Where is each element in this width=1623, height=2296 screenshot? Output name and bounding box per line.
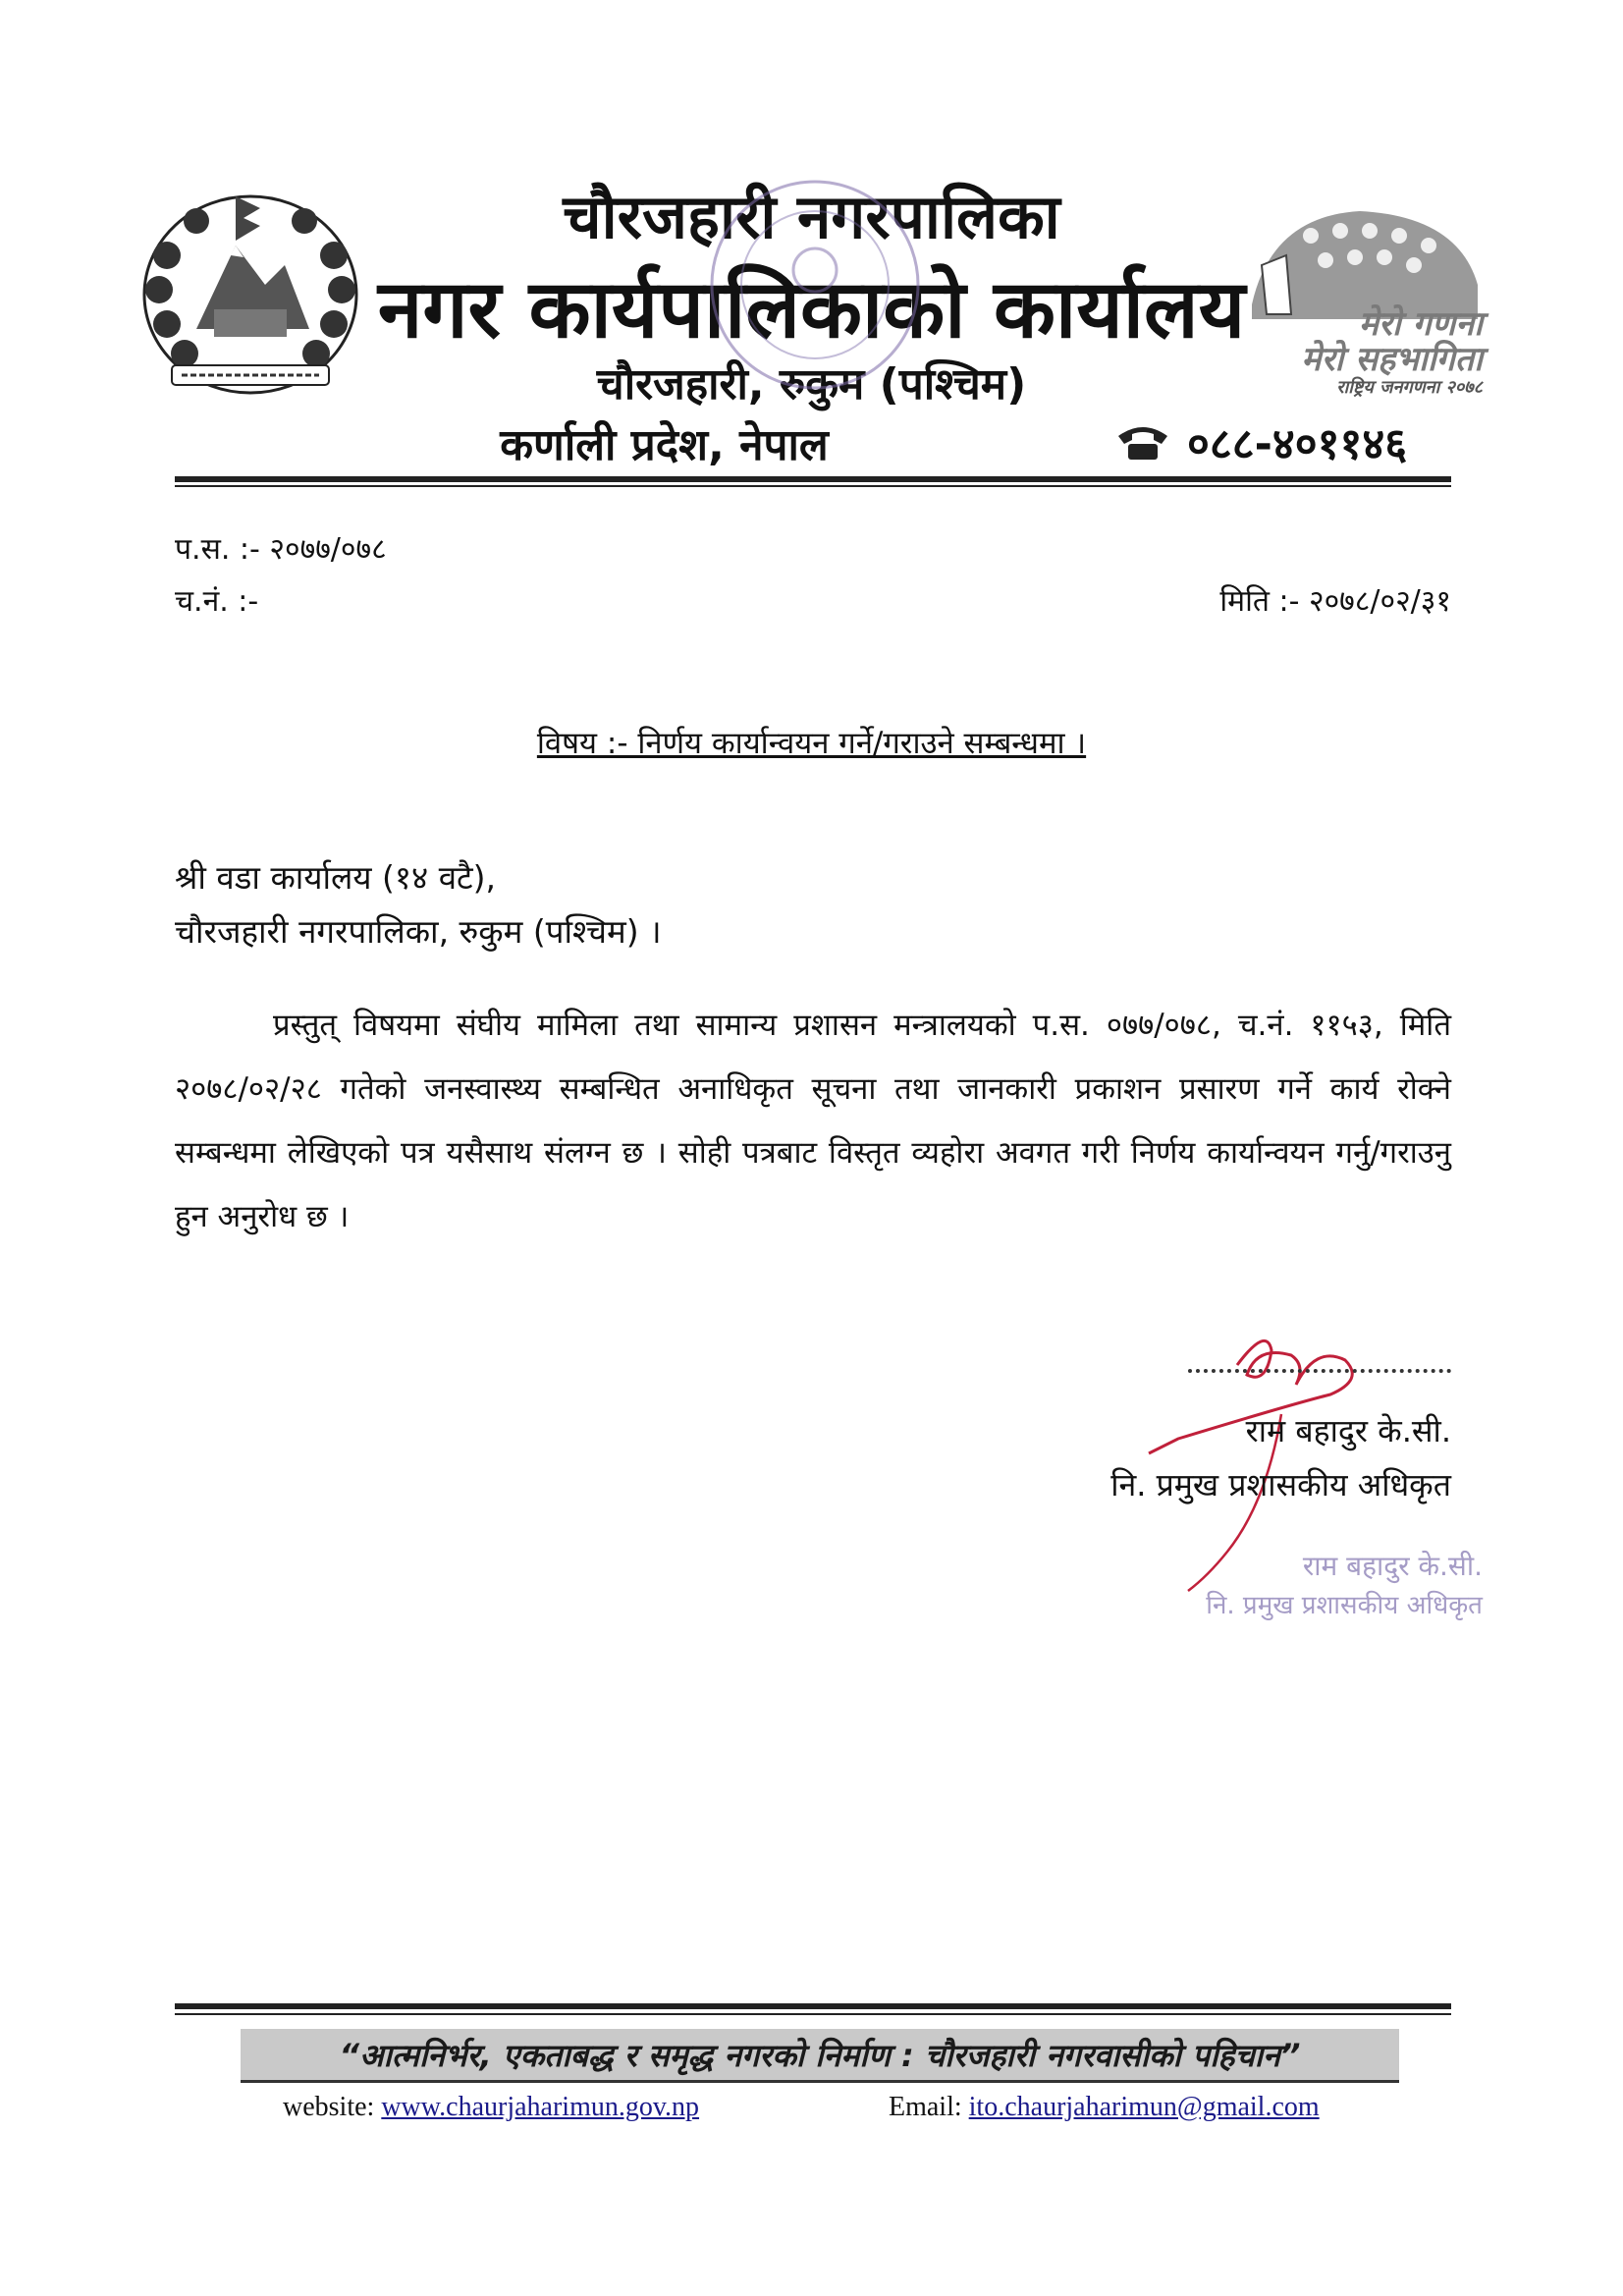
stamp-title: नि. प्रमुख प्रशासकीय अधिकृत [1206, 1591, 1483, 1620]
body-paragraph: प्रस्तुत् विषयमा संघीय मामिला तथा सामान्य प्रशासन मन्त्रालयको प.स. ०७७/०७८, च.नं. ११५३, मिति २०७८/०२/२८ गतेको जनस्वास्थ्य सम्बन्धित अनाधिकृत सूचना तथा जानकारी प्रकाशन प्रसारण गर्ने कार्य रोक्ने सम्बन्धमा लेखिएको पत्र यसैसाथ संलग्न छ । सोही पत्रबाट विस्तृत व्यहोरा अवगत गरी निर्णय कार्यान्वयन गर्नु/गराउनु हुन अनुरोध छ । [175, 1008, 1451, 1234]
header-rule [175, 476, 1451, 482]
office-stamp-icon [697, 167, 933, 403]
census-line-3: राष्ट्रिय जनगणना २०७८ [1336, 377, 1483, 398]
census-line-2: मेरो सहभागिता [1301, 340, 1483, 379]
footer-motto: “आत्मनिर्भर, एकताबद्ध र समृद्ध नगरको निर्माण : चौरजहारी नगरवासीको पहिचान” [339, 2036, 1301, 2074]
municipality-name: चौरजहारी नगरपालिका [563, 181, 1060, 252]
website-link[interactable]: www.chaurjaharimun.gov.np [381, 2092, 700, 2122]
footer-email [889, 2092, 1320, 2123]
dispatch-number: च.नं. :- [175, 584, 259, 619]
website-label: website: [283, 2092, 375, 2122]
letter-body [175, 994, 1451, 1249]
signatory-title: नि. प्रमुख प्रशासकीय अधिकृत [1110, 1466, 1451, 1503]
letter-subject: विषय :- निर्णय कार्यान्वयन गर्ने/गराउने सम्बन्धमा । [536, 726, 1087, 761]
name-stamp [1149, 1547, 1483, 1625]
telephone-icon [1114, 422, 1171, 462]
phone-block [1114, 417, 1408, 469]
addressee-line-2: चौरजहारी नगरपालिका, रुकुम (पश्चिम) । [175, 912, 662, 951]
header-rule-thin [175, 485, 1451, 487]
signatory-name: राम बहादुर के.सी. [1245, 1412, 1451, 1449]
office-location: चौरजहारी, रुकुम (पश्चिम) [596, 359, 1027, 410]
email-link[interactable]: ito.chaurjaharimun@gmail.com [968, 2092, 1320, 2122]
census-line-1: मेरो गणना [1358, 304, 1483, 344]
footer-rule [175, 2003, 1451, 2009]
province-line: कर्णाली प्रदेश, नेपाल [500, 420, 829, 470]
footer-website [283, 2092, 699, 2123]
phone-number: ०८८-४०११४६ [1187, 419, 1408, 469]
motto-band [241, 2029, 1399, 2083]
email-label: Email: [889, 2092, 962, 2122]
signature-line [1188, 1369, 1451, 1373]
stamp-name: राम बहादुर के.सी. [1302, 1550, 1483, 1582]
ref-number: प.स. :- २०७७/०७८ [175, 532, 387, 567]
letter-date: मिति :- २०७८/०२/३१ [1219, 584, 1451, 619]
office-name: नगर कार्यपालिकाको कार्यालय [377, 263, 1246, 356]
footer-rule-thin [175, 2013, 1451, 2015]
addressee-line-1: श्री वडा कार्यालय (१४ वटै), [175, 858, 497, 897]
